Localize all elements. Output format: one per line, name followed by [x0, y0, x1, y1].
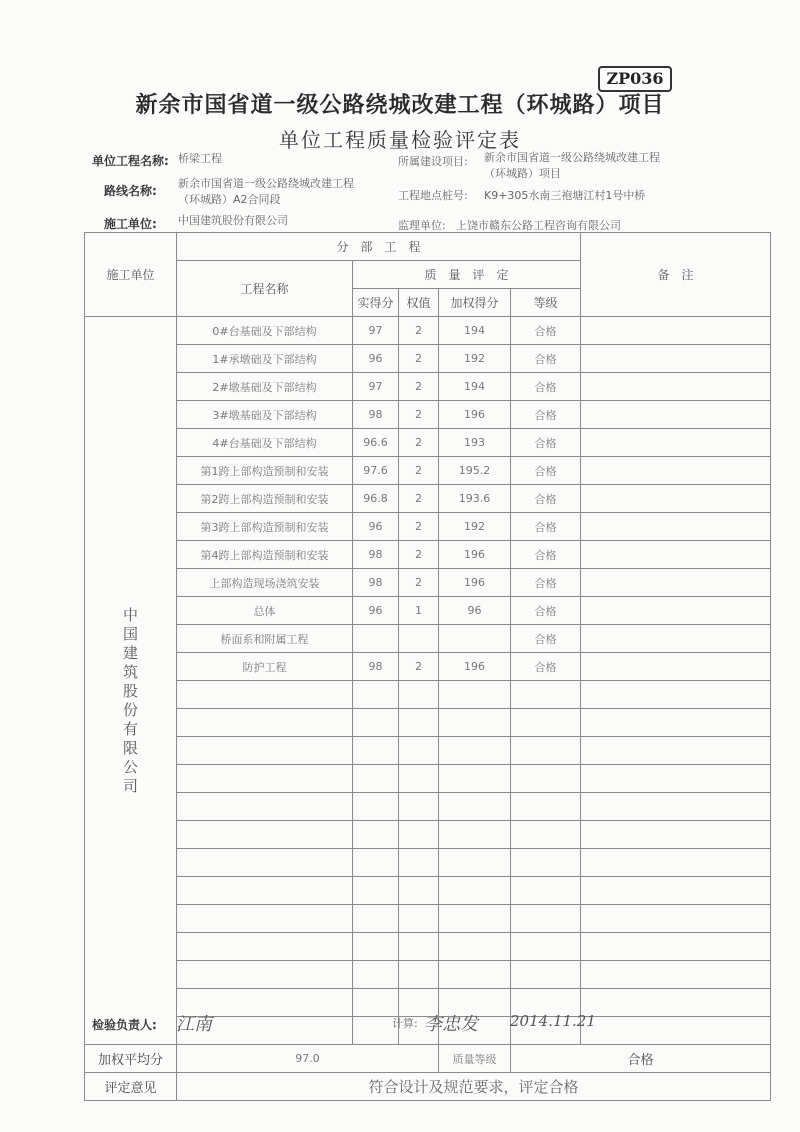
route-label: 路线名称:	[104, 184, 157, 198]
evaluation-table	[84, 232, 771, 1101]
row-grade: 合格	[511, 569, 581, 597]
table-row	[85, 653, 771, 681]
row-name: 1#承墩础及下部结构	[177, 345, 353, 373]
row-grade: 合格	[511, 429, 581, 457]
row-score	[353, 625, 399, 653]
row-grade: 合格	[511, 317, 581, 345]
row-name	[177, 821, 353, 849]
row-remarks	[581, 317, 771, 345]
row-remarks	[581, 457, 771, 485]
row-score: 98	[353, 569, 399, 597]
row-weight: 2	[399, 513, 439, 541]
col-weight-header: 权值	[399, 289, 439, 317]
row-weighted: 192	[439, 513, 511, 541]
row-weighted	[439, 625, 511, 653]
contractor-vertical	[85, 317, 177, 1045]
row-name	[177, 765, 353, 793]
row-weighted	[439, 961, 511, 989]
row-weighted	[439, 709, 511, 737]
col-grade-header: 等级	[511, 289, 581, 317]
table-row	[85, 737, 771, 765]
row-weighted: 196	[439, 653, 511, 681]
supervision-value: 上饶市赣东公路工程咨询有限公司	[456, 219, 621, 232]
row-weight: 2	[399, 653, 439, 681]
table-row	[85, 793, 771, 821]
table-row	[85, 345, 771, 373]
row-name: 桥面系和附属工程	[177, 625, 353, 653]
table-row	[85, 709, 771, 737]
row-weight	[399, 849, 439, 877]
row-score	[353, 793, 399, 821]
row-weighted: 195.2	[439, 457, 511, 485]
row-remarks	[581, 877, 771, 905]
row-grade	[511, 737, 581, 765]
route-value-1: 新余市国省道一级公路绕城改建工程	[178, 177, 354, 190]
row-name	[177, 905, 353, 933]
table-row	[85, 513, 771, 541]
row-score	[353, 905, 399, 933]
row-weight	[399, 765, 439, 793]
row-weight: 2	[399, 485, 439, 513]
table-row	[85, 485, 771, 513]
row-remarks	[581, 737, 771, 765]
row-score	[353, 765, 399, 793]
col-name-header: 工程名称	[177, 261, 353, 317]
row-grade: 合格	[511, 597, 581, 625]
row-weight	[399, 821, 439, 849]
row-name: 4#台基础及下部结构	[177, 429, 353, 457]
row-score: 96	[353, 345, 399, 373]
row-grade: 合格	[511, 625, 581, 653]
row-remarks	[581, 345, 771, 373]
route-value-2: （环城路）A2合同段	[178, 193, 281, 206]
row-weight	[399, 877, 439, 905]
row-weighted	[439, 793, 511, 821]
row-grade	[511, 681, 581, 709]
row-grade: 合格	[511, 345, 581, 373]
row-weighted	[439, 765, 511, 793]
inspector-label: 检验负责人:	[92, 1018, 157, 1032]
table-row	[85, 401, 771, 429]
row-remarks	[581, 793, 771, 821]
checker-label: 计算:	[392, 1017, 418, 1030]
row-name: 2#墩基础及下部结构	[177, 373, 353, 401]
row-name	[177, 709, 353, 737]
row-name	[177, 849, 353, 877]
row-score: 96.6	[353, 429, 399, 457]
checker-signature: 李忠发	[424, 1014, 478, 1035]
row-remarks	[581, 597, 771, 625]
row-name: 第1跨上部构造预制和安装	[177, 457, 353, 485]
row-remarks	[581, 905, 771, 933]
row-name	[177, 737, 353, 765]
row-grade: 合格	[511, 457, 581, 485]
row-remarks	[581, 373, 771, 401]
row-score	[353, 933, 399, 961]
form-code: ZP036	[598, 66, 672, 92]
row-remarks	[581, 625, 771, 653]
opinion-value: 符合设计及规范要求，评定合格	[177, 1073, 771, 1101]
row-score	[353, 681, 399, 709]
row-score	[353, 877, 399, 905]
row-remarks	[581, 821, 771, 849]
avg-grade-value: 合格	[511, 1045, 771, 1073]
row-weight	[399, 681, 439, 709]
row-remarks	[581, 429, 771, 457]
row-score: 98	[353, 401, 399, 429]
project-value-2: （环城路）项目	[484, 167, 561, 180]
row-weighted: 196	[439, 401, 511, 429]
table-row	[85, 569, 771, 597]
row-score: 96	[353, 513, 399, 541]
row-score	[353, 961, 399, 989]
row-grade: 合格	[511, 485, 581, 513]
table-row	[85, 681, 771, 709]
row-weighted	[439, 681, 511, 709]
avg-label: 加权平均分	[85, 1045, 177, 1073]
row-remarks	[581, 1017, 771, 1045]
row-score: 97	[353, 317, 399, 345]
row-remarks	[581, 653, 771, 681]
row-weight: 2	[399, 373, 439, 401]
row-weight	[399, 933, 439, 961]
row-remarks	[581, 709, 771, 737]
row-weighted: 196	[439, 569, 511, 597]
row-weighted: 194	[439, 317, 511, 345]
table-row	[85, 765, 771, 793]
row-weight: 2	[399, 317, 439, 345]
row-name: 总体	[177, 597, 353, 625]
contractor-vertical-text: 中国建筑股份有限公司	[121, 607, 139, 797]
row-name	[177, 961, 353, 989]
row-score: 97.6	[353, 457, 399, 485]
row-weighted	[439, 849, 511, 877]
project-value-1: 新余市国省道一级公路绕城改建工程	[484, 151, 660, 164]
row-remarks	[581, 989, 771, 1017]
row-weighted	[439, 737, 511, 765]
row-name: 第2跨上部构造预制和安装	[177, 485, 353, 513]
row-name	[177, 933, 353, 961]
row-name	[177, 877, 353, 905]
row-grade	[511, 961, 581, 989]
unit-project-label: 单位工程名称:	[92, 154, 169, 168]
row-weight	[399, 625, 439, 653]
table-row	[85, 877, 771, 905]
avg-value: 97.0	[177, 1045, 439, 1073]
row-score	[353, 737, 399, 765]
row-weight	[399, 905, 439, 933]
unit-project-value: 桥梁工程	[178, 152, 222, 165]
opinion-label: 评定意见	[85, 1073, 177, 1101]
date-signature: 2014.11.21	[510, 1012, 596, 1030]
row-weight: 1	[399, 597, 439, 625]
row-grade	[511, 793, 581, 821]
row-grade	[511, 905, 581, 933]
row-name: 上部构造现场浇筑安装	[177, 569, 353, 597]
table-row	[85, 317, 771, 345]
row-weight: 2	[399, 457, 439, 485]
table-row	[85, 933, 771, 961]
row-name	[177, 681, 353, 709]
row-score: 98	[353, 653, 399, 681]
table-row	[85, 373, 771, 401]
row-name: 3#墩基础及下部结构	[177, 401, 353, 429]
row-score: 96.8	[353, 485, 399, 513]
row-name: 防护工程	[177, 653, 353, 681]
col-subproject-header: 分 部 工 程	[177, 233, 581, 261]
row-remarks	[581, 765, 771, 793]
row-weighted: 192	[439, 345, 511, 373]
row-remarks	[581, 961, 771, 989]
row-remarks	[581, 681, 771, 709]
col-unit-header: 施工单位	[85, 233, 177, 317]
row-weight: 2	[399, 345, 439, 373]
table-row	[85, 625, 771, 653]
row-grade	[511, 709, 581, 737]
row-score	[353, 989, 399, 1017]
row-name: 第4跨上部构造预制和安装	[177, 541, 353, 569]
project-label: 所属建设项目:	[398, 155, 468, 168]
col-remarks-header: 备 注	[581, 233, 771, 317]
avg-grade-label: 质量等级	[439, 1045, 511, 1073]
row-score	[353, 821, 399, 849]
row-score	[353, 849, 399, 877]
supervision-label: 监理单位:	[398, 219, 446, 232]
row-weighted: 193	[439, 429, 511, 457]
row-grade: 合格	[511, 513, 581, 541]
row-weight: 2	[399, 429, 439, 457]
row-grade	[511, 849, 581, 877]
row-remarks	[581, 569, 771, 597]
row-grade: 合格	[511, 541, 581, 569]
row-weight: 2	[399, 541, 439, 569]
row-remarks	[581, 513, 771, 541]
table-row	[85, 597, 771, 625]
table-row	[85, 821, 771, 849]
col-weighted-header: 加权得分	[439, 289, 511, 317]
row-score	[353, 709, 399, 737]
row-grade: 合格	[511, 653, 581, 681]
table-row	[85, 961, 771, 989]
row-grade	[511, 765, 581, 793]
row-remarks	[581, 933, 771, 961]
row-remarks	[581, 849, 771, 877]
row-name	[177, 793, 353, 821]
row-remarks	[581, 485, 771, 513]
row-weighted	[439, 905, 511, 933]
document-subtitle: 单位工程质量检验评定表	[279, 128, 521, 152]
contractor-label: 施工单位:	[104, 217, 157, 231]
document-title: 新余市国省道一级公路绕城改建工程（环城路）项目	[135, 93, 665, 118]
row-weight	[399, 709, 439, 737]
row-score: 98	[353, 541, 399, 569]
row-name: 第3跨上部构造预制和安装	[177, 513, 353, 541]
row-grade: 合格	[511, 373, 581, 401]
row-weight: 2	[399, 569, 439, 597]
row-score: 96	[353, 597, 399, 625]
row-name: 0#台基础及下部结构	[177, 317, 353, 345]
row-grade: 合格	[511, 401, 581, 429]
table-row	[85, 541, 771, 569]
col-score-header: 实得分	[353, 289, 399, 317]
row-weight: 2	[399, 401, 439, 429]
table-row	[85, 457, 771, 485]
row-grade	[511, 821, 581, 849]
row-weighted: 196	[439, 541, 511, 569]
row-remarks	[581, 401, 771, 429]
row-weighted	[439, 933, 511, 961]
row-grade	[511, 933, 581, 961]
row-weight	[399, 737, 439, 765]
table-row	[85, 905, 771, 933]
row-weight	[399, 793, 439, 821]
col-quality-header: 质 量 评 定	[353, 261, 581, 289]
row-remarks	[581, 541, 771, 569]
table-row	[85, 849, 771, 877]
row-weighted	[439, 877, 511, 905]
row-score: 97	[353, 373, 399, 401]
inspector-signature: 江南	[176, 1014, 212, 1035]
location-label: 工程地点桩号:	[398, 189, 468, 202]
contractor-value: 中国建筑股份有限公司	[178, 214, 288, 227]
row-weighted	[439, 821, 511, 849]
row-weighted: 193.6	[439, 485, 511, 513]
row-grade	[511, 877, 581, 905]
row-weighted: 194	[439, 373, 511, 401]
location-value: K9+305水南三袍塘江村1号中桥	[484, 189, 646, 202]
row-weight	[399, 961, 439, 989]
table-row	[85, 429, 771, 457]
row-weighted: 96	[439, 597, 511, 625]
